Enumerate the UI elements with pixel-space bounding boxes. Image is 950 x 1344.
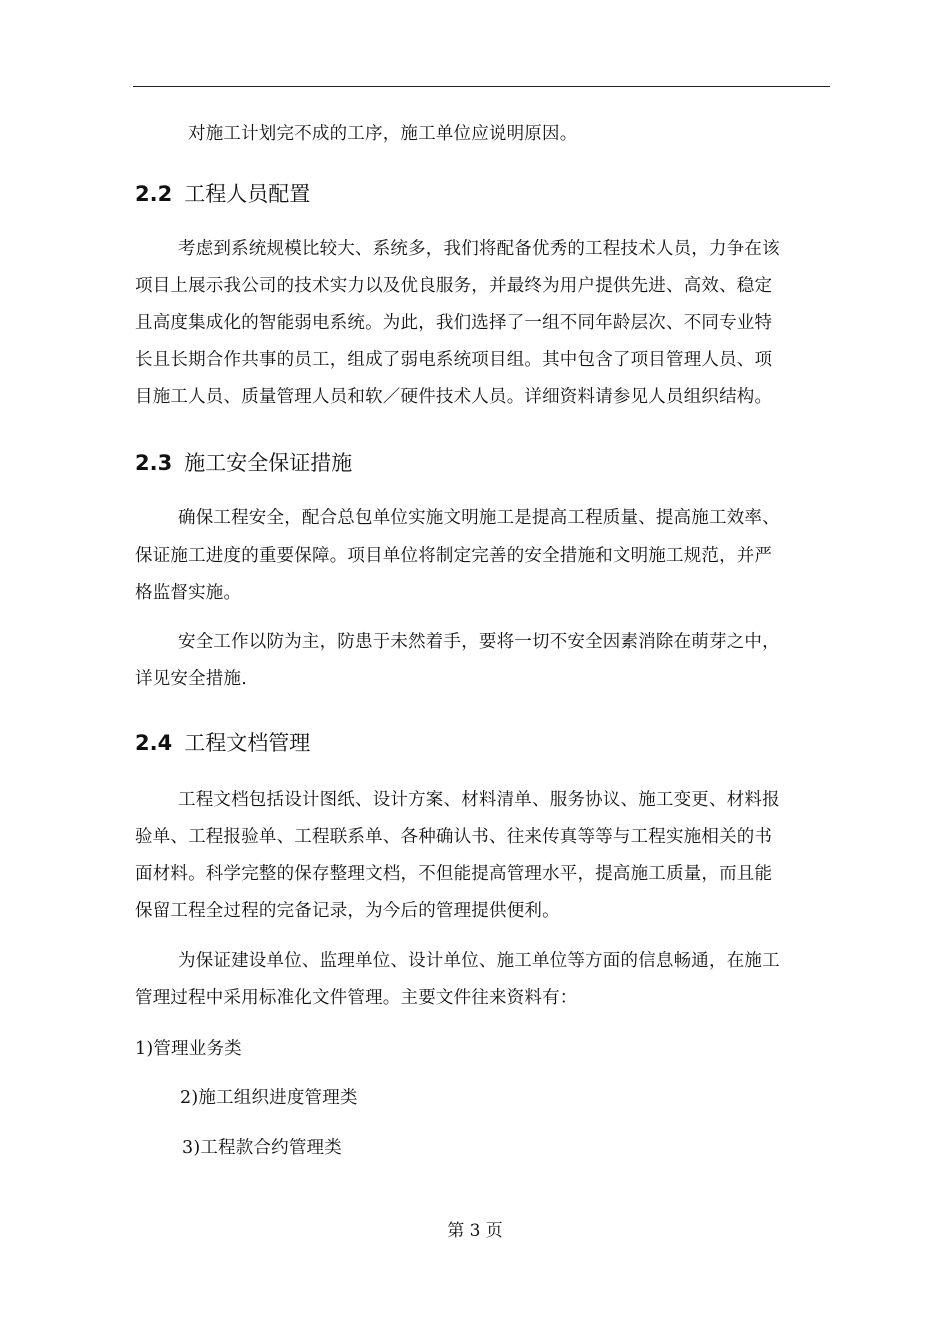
paragraph-line: 长且长期合作共事的员工，组成了弱电系统项目组。其中包含了项目管理人员、项 bbox=[135, 350, 773, 370]
paragraph-line: 面材料。科学完整的保存整理文档，不但能提高管理水平，提高施工质量，而且能 bbox=[135, 864, 773, 884]
paragraph-line: 格监督实施。 bbox=[135, 583, 242, 603]
section-title: 施工安全保证措施 bbox=[184, 451, 353, 475]
paragraph-line: 验单、工程报验单、工程联系单、各种确认书、往来传真等等与工程实施相关的书 bbox=[135, 827, 773, 847]
section-number: 2.2 bbox=[135, 182, 173, 206]
paragraph-line: 确保工程安全，配合总包单位实施文明施工是提高工程质量、提高施工效率、 bbox=[178, 508, 780, 528]
paragraph-line: 保证施工进度的重要保障。项目单位将制定完善的安全措施和文明施工规范，并严 bbox=[135, 546, 773, 566]
section-heading-2-4 bbox=[135, 727, 310, 757]
section-title: 工程人员配置 bbox=[184, 182, 311, 206]
section-title: 工程文档管理 bbox=[184, 731, 311, 755]
list-item: 3)工程款合约管理类 bbox=[182, 1138, 342, 1158]
paragraph-line: 保留工程全过程的完备记录，为今后的管理提供便利。 bbox=[135, 901, 560, 921]
paragraph-line: 且高度集成化的智能弱电系统。为此，我们选择了一组不同年龄层次、不同专业特 bbox=[135, 313, 773, 333]
paragraph-line: 安全工作以防为主，防患于未然着手，要将一切不安全因素消除在萌芽之中， bbox=[178, 632, 780, 652]
paragraph-line: 管理过程中采用标准化文件管理。主要文件往来资料有： bbox=[135, 988, 578, 1008]
list-item: 2)施工组织进度管理类 bbox=[180, 1088, 358, 1108]
section-heading-2-2 bbox=[135, 178, 310, 208]
header-rule bbox=[133, 86, 830, 87]
section-number: 2.4 bbox=[135, 731, 173, 755]
paragraph-line: 详见安全措施. bbox=[135, 669, 247, 689]
paragraph-line: 目施工人员、质量管理人员和软／硬件技术人员。详细资料请参见人员组织结构。 bbox=[135, 387, 773, 407]
paragraph-line: 项目上展示我公司的技术实力以及优良服务，并最终为用户提供先进、高效、稳定 bbox=[135, 276, 773, 296]
paragraph-line: 考虑到系统规模比较大、系统多，我们将配备优秀的工程技术人员，力争在该 bbox=[178, 239, 780, 259]
section-number: 2.3 bbox=[135, 451, 173, 475]
page-number: 第 3 页 bbox=[447, 1221, 503, 1241]
paragraph-line: 工程文档包括设计图纸、设计方案、材料清单、服务协议、施工变更、材料报 bbox=[178, 790, 780, 810]
intro-line: 对施工计划完不成的工序，施工单位应说明原因。 bbox=[188, 124, 578, 144]
paragraph-line: 为保证建设单位、监理单位、设计单位、施工单位等方面的信息畅通，在施工 bbox=[178, 951, 780, 971]
section-heading-2-3 bbox=[135, 447, 352, 477]
list-item: 1)管理业务类 bbox=[135, 1039, 242, 1059]
